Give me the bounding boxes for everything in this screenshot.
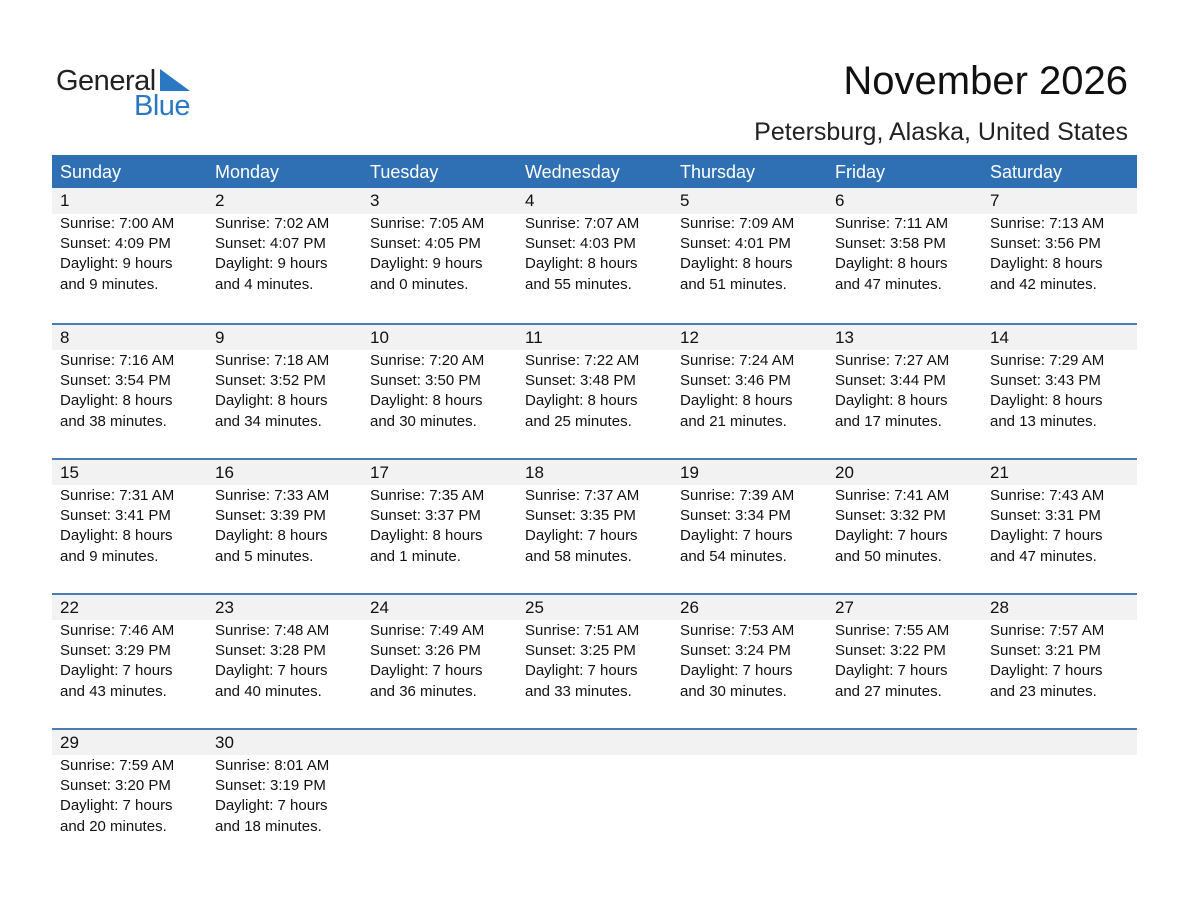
sunrise-time: Sunrise: 7:02 AM — [215, 215, 330, 232]
daylight-minutes: and 43 minutes. — [60, 682, 167, 700]
week-row — [52, 593, 1137, 728]
day-cell — [52, 188, 207, 295]
sunset-time: Sunset: 3:21 PM — [990, 642, 1101, 660]
sunrise-time: Sunrise: 7:05 AM — [370, 215, 485, 232]
sunset-time: Sunset: 3:26 PM — [370, 642, 481, 660]
sunset-time: Sunset: 3:50 PM — [370, 372, 481, 390]
sunset-time: Sunset: 3:39 PM — [215, 507, 326, 525]
daylight-minutes: and 25 minutes. — [525, 412, 632, 430]
daylight-hours: Daylight: 7 hours — [215, 662, 328, 680]
sunrise-time: Sunrise: 7:35 AM — [370, 487, 485, 504]
week-days — [52, 188, 1137, 295]
day-number: 29 — [60, 733, 79, 752]
page-title: November 2026 — [843, 59, 1128, 103]
day-cell — [982, 730, 1137, 837]
day-number — [990, 730, 1137, 756]
day-number: 3 — [370, 191, 380, 210]
week-row — [52, 728, 1137, 863]
day-number: 14 — [990, 328, 1009, 347]
day-cell — [827, 730, 982, 837]
day-number — [525, 730, 672, 756]
weekday-header-saturday: Saturday — [990, 162, 1063, 182]
daylight-minutes: and 5 minutes. — [215, 547, 314, 565]
day-number: 18 — [525, 463, 544, 482]
day-cell — [517, 460, 672, 567]
sunrise-time: Sunrise: 7:39 AM — [680, 487, 795, 504]
daylight-hours: Daylight: 7 hours — [990, 662, 1103, 680]
day-number: 9 — [215, 328, 225, 347]
day-cell — [827, 188, 982, 295]
week-row — [52, 458, 1137, 593]
day-cell — [362, 325, 517, 432]
day-number: 23 — [215, 598, 234, 617]
daylight-hours: Daylight: 8 hours — [835, 392, 948, 410]
weekday-header — [52, 155, 1137, 188]
daylight-hours: Daylight: 8 hours — [680, 392, 793, 410]
daylight-hours: Daylight: 7 hours — [835, 527, 948, 545]
daylight-minutes: and 18 minutes. — [215, 817, 322, 835]
daylight-hours: Daylight: 8 hours — [835, 255, 948, 273]
sunrise-time: Sunrise: 7:51 AM — [525, 622, 640, 639]
day-number: 16 — [215, 463, 234, 482]
daylight-minutes: and 30 minutes. — [680, 682, 787, 700]
daylight-minutes: and 36 minutes. — [370, 682, 477, 700]
sunrise-time: Sunrise: 7:18 AM — [215, 352, 330, 369]
daylight-minutes: and 17 minutes. — [835, 412, 942, 430]
daylight-hours: Daylight: 8 hours — [370, 527, 483, 545]
sunset-time: Sunset: 3:32 PM — [835, 507, 946, 525]
sunset-time: Sunset: 3:31 PM — [990, 507, 1101, 525]
daylight-hours: Daylight: 9 hours — [60, 255, 173, 273]
day-cell — [672, 595, 827, 702]
day-number: 1 — [60, 191, 70, 210]
sunrise-time: Sunrise: 7:33 AM — [215, 487, 330, 504]
day-cell — [362, 460, 517, 567]
daylight-minutes: and 21 minutes. — [680, 412, 787, 430]
sunrise-time: Sunrise: 7:29 AM — [990, 352, 1105, 369]
day-cell — [672, 188, 827, 295]
sunrise-time: Sunrise: 7:07 AM — [525, 215, 640, 232]
daylight-hours: Daylight: 7 hours — [680, 527, 793, 545]
day-number: 15 — [60, 463, 79, 482]
daylight-hours: Daylight: 8 hours — [990, 255, 1103, 273]
week-row — [52, 188, 1137, 323]
day-cell — [982, 595, 1137, 702]
day-number: 30 — [215, 733, 234, 752]
weekday-header-thursday: Thursday — [680, 162, 756, 182]
daylight-minutes: and 34 minutes. — [215, 412, 322, 430]
day-number: 4 — [525, 191, 535, 210]
day-cell — [362, 188, 517, 295]
daylight-hours: Daylight: 9 hours — [215, 255, 328, 273]
daylight-minutes: and 54 minutes. — [680, 547, 787, 565]
sunset-time: Sunset: 3:41 PM — [60, 507, 171, 525]
day-number: 21 — [990, 463, 1009, 482]
weekday-header-monday: Monday — [215, 162, 280, 182]
daylight-hours: Daylight: 7 hours — [990, 527, 1103, 545]
daylight-hours: Daylight: 8 hours — [680, 255, 793, 273]
sunrise-time: Sunrise: 7:43 AM — [990, 487, 1105, 504]
daylight-hours: Daylight: 7 hours — [215, 797, 328, 815]
sunrise-time: Sunrise: 7:57 AM — [990, 622, 1105, 639]
sunset-time: Sunset: 3:22 PM — [835, 642, 946, 660]
daylight-hours: Daylight: 7 hours — [680, 662, 793, 680]
weekday-header-wednesday: Wednesday — [525, 162, 620, 182]
day-number: 25 — [525, 598, 544, 617]
daylight-hours: Daylight: 8 hours — [215, 392, 328, 410]
day-cell — [52, 460, 207, 567]
day-number: 6 — [835, 191, 845, 210]
day-cell — [517, 595, 672, 702]
day-number — [680, 730, 827, 756]
sunset-time: Sunset: 3:58 PM — [835, 235, 946, 253]
day-number: 2 — [215, 191, 225, 210]
daylight-minutes: and 50 minutes. — [835, 547, 942, 565]
daylight-minutes: and 9 minutes. — [60, 275, 159, 293]
sunrise-time: Sunrise: 7:37 AM — [525, 487, 640, 504]
daylight-minutes: and 55 minutes. — [525, 275, 632, 293]
daylight-hours: Daylight: 7 hours — [835, 662, 948, 680]
sunset-time: Sunset: 3:43 PM — [990, 372, 1101, 390]
flag-icon — [160, 69, 190, 91]
daylight-minutes: and 30 minutes. — [370, 412, 477, 430]
sunset-time: Sunset: 3:52 PM — [215, 372, 326, 390]
day-cell — [207, 325, 362, 432]
daylight-minutes: and 20 minutes. — [60, 817, 167, 835]
location-subtitle: Petersburg, Alaska, United States — [754, 118, 1128, 146]
day-number: 11 — [525, 328, 543, 347]
sunrise-time: Sunrise: 7:46 AM — [60, 622, 175, 639]
sunset-time: Sunset: 3:46 PM — [680, 372, 791, 390]
day-cell — [52, 595, 207, 702]
daylight-minutes: and 42 minutes. — [990, 275, 1097, 293]
day-number — [835, 730, 982, 756]
daylight-hours: Daylight: 8 hours — [370, 392, 483, 410]
sunrise-time: Sunrise: 7:20 AM — [370, 352, 485, 369]
day-number: 8 — [60, 328, 70, 347]
day-cell — [207, 595, 362, 702]
sunrise-time: Sunrise: 7:48 AM — [215, 622, 330, 639]
day-cell — [982, 460, 1137, 567]
daylight-minutes: and 23 minutes. — [990, 682, 1097, 700]
sunrise-time: Sunrise: 7:09 AM — [680, 215, 795, 232]
sunset-time: Sunset: 3:37 PM — [370, 507, 481, 525]
week-days — [52, 595, 1137, 702]
daylight-minutes: and 40 minutes. — [215, 682, 322, 700]
daylight-minutes: and 38 minutes. — [60, 412, 167, 430]
day-cell — [207, 188, 362, 295]
day-number — [370, 730, 517, 756]
sunset-time: Sunset: 3:56 PM — [990, 235, 1101, 253]
daylight-hours: Daylight: 7 hours — [370, 662, 483, 680]
day-cell — [827, 595, 982, 702]
week-row — [52, 323, 1137, 458]
sunset-time: Sunset: 3:25 PM — [525, 642, 636, 660]
sunset-time: Sunset: 4:01 PM — [680, 235, 791, 253]
sunset-time: Sunset: 3:44 PM — [835, 372, 946, 390]
sunset-time: Sunset: 3:19 PM — [215, 777, 326, 795]
day-cell — [517, 188, 672, 295]
day-cell — [362, 595, 517, 702]
daylight-minutes: and 33 minutes. — [525, 682, 632, 700]
sunrise-time: Sunrise: 7:55 AM — [835, 622, 950, 639]
day-number: 28 — [990, 598, 1009, 617]
day-number: 19 — [680, 463, 699, 482]
daylight-hours: Daylight: 8 hours — [525, 392, 638, 410]
weekday-header-sunday: Sunday — [60, 162, 122, 182]
sunrise-time: Sunrise: 7:13 AM — [990, 215, 1105, 232]
day-number: 22 — [60, 598, 79, 617]
sunrise-time: Sunrise: 7:24 AM — [680, 352, 795, 369]
day-cell — [672, 730, 827, 837]
week-days — [52, 460, 1137, 567]
day-number: 20 — [835, 463, 854, 482]
day-cell — [207, 730, 362, 837]
sunrise-time: Sunrise: 7:11 AM — [835, 215, 949, 232]
sunset-time: Sunset: 3:54 PM — [60, 372, 171, 390]
daylight-minutes: and 58 minutes. — [525, 547, 632, 565]
sunset-time: Sunset: 3:29 PM — [60, 642, 171, 660]
day-number: 26 — [680, 598, 699, 617]
daylight-hours: Daylight: 8 hours — [60, 527, 173, 545]
daylight-minutes: and 47 minutes. — [990, 547, 1097, 565]
sunrise-time: Sunrise: 8:01 AM — [215, 757, 330, 774]
daylight-hours: Daylight: 7 hours — [60, 797, 173, 815]
daylight-minutes: and 13 minutes. — [990, 412, 1097, 430]
sunset-time: Sunset: 3:34 PM — [680, 507, 791, 525]
sunset-time: Sunset: 4:07 PM — [215, 235, 326, 253]
logo-text-general: General — [56, 65, 156, 97]
day-number: 13 — [835, 328, 854, 347]
daylight-hours: Daylight: 8 hours — [525, 255, 638, 273]
daylight-minutes: and 47 minutes. — [835, 275, 942, 293]
day-number: 24 — [370, 598, 389, 617]
sunrise-time: Sunrise: 7:53 AM — [680, 622, 795, 639]
sunrise-time: Sunrise: 7:31 AM — [60, 487, 175, 504]
day-number: 7 — [990, 191, 1000, 210]
sunrise-time: Sunrise: 7:00 AM — [60, 215, 175, 232]
day-number: 12 — [680, 328, 699, 347]
day-cell — [982, 188, 1137, 295]
day-cell — [52, 325, 207, 432]
daylight-minutes: and 51 minutes. — [680, 275, 787, 293]
day-number: 5 — [680, 191, 690, 210]
sunset-time: Sunset: 3:20 PM — [60, 777, 171, 795]
sunrise-time: Sunrise: 7:49 AM — [370, 622, 485, 639]
sunset-time: Sunset: 3:35 PM — [525, 507, 636, 525]
daylight-minutes: and 4 minutes. — [215, 275, 314, 293]
sunrise-time: Sunrise: 7:22 AM — [525, 352, 640, 369]
day-number: 27 — [835, 598, 854, 617]
day-cell — [672, 325, 827, 432]
day-cell — [982, 325, 1137, 432]
weekday-header-tuesday: Tuesday — [370, 162, 439, 182]
daylight-hours: Daylight: 9 hours — [370, 255, 483, 273]
daylight-hours: Daylight: 7 hours — [525, 662, 638, 680]
sunset-time: Sunset: 4:03 PM — [525, 235, 636, 253]
day-cell — [517, 730, 672, 837]
sunrise-time: Sunrise: 7:16 AM — [60, 352, 175, 369]
day-cell — [52, 730, 207, 837]
daylight-hours: Daylight: 7 hours — [525, 527, 638, 545]
weekday-header-friday: Friday — [835, 162, 886, 182]
day-number: 17 — [370, 463, 389, 482]
sunset-time: Sunset: 3:28 PM — [215, 642, 326, 660]
daylight-minutes: and 0 minutes. — [370, 275, 469, 293]
logo-text-blue: Blue — [134, 90, 191, 122]
week-days — [52, 325, 1137, 432]
daylight-hours: Daylight: 7 hours — [60, 662, 173, 680]
daylight-hours: Daylight: 8 hours — [990, 392, 1103, 410]
calendar-weeks — [52, 188, 1137, 863]
day-cell — [827, 460, 982, 567]
sunset-time: Sunset: 3:48 PM — [525, 372, 636, 390]
daylight-minutes: and 9 minutes. — [60, 547, 159, 565]
sunrise-time: Sunrise: 7:27 AM — [835, 352, 950, 369]
sunset-time: Sunset: 4:05 PM — [370, 235, 481, 253]
daylight-minutes: and 1 minute. — [370, 547, 461, 565]
day-number: 10 — [370, 328, 389, 347]
sunset-time: Sunset: 3:24 PM — [680, 642, 791, 660]
daylight-hours: Daylight: 8 hours — [60, 392, 173, 410]
sunset-time: Sunset: 4:09 PM — [60, 235, 171, 253]
daylight-minutes: and 27 minutes. — [835, 682, 942, 700]
calendar-grid — [52, 155, 1137, 863]
sunrise-time: Sunrise: 7:59 AM — [60, 757, 175, 774]
day-cell — [207, 460, 362, 567]
brand-logo — [56, 64, 206, 120]
sunrise-time: Sunrise: 7:41 AM — [835, 487, 950, 504]
daylight-hours: Daylight: 8 hours — [215, 527, 328, 545]
day-cell — [827, 325, 982, 432]
day-cell — [362, 730, 517, 837]
day-cell — [517, 325, 672, 432]
day-cell — [672, 460, 827, 567]
week-days — [52, 730, 1137, 837]
